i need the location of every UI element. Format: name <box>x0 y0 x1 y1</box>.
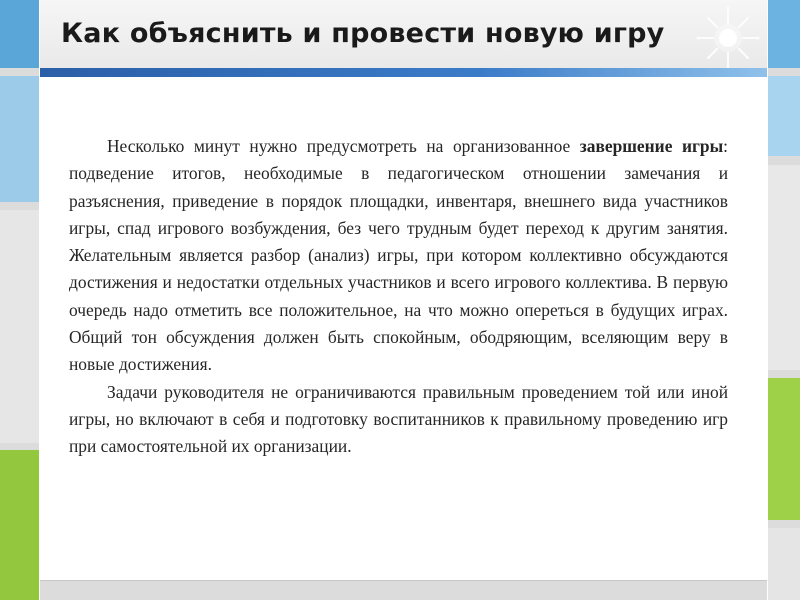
right-panel-blue <box>768 0 800 68</box>
left-panel-blue <box>0 0 39 68</box>
left-panel-green <box>0 450 39 600</box>
paragraph-1-bold: завершение игры <box>579 136 724 156</box>
body-text <box>69 133 728 461</box>
left-panel-light-blue <box>0 76 39 202</box>
right-panel-green <box>768 378 800 520</box>
sparkle-icon <box>696 6 760 70</box>
paragraph-1 <box>69 133 728 379</box>
right-panel-light-blue <box>768 76 800 156</box>
card-bottom-border <box>40 580 767 581</box>
header-accent-bar <box>40 68 767 77</box>
slide-title: Как объяснить и провести новую игру <box>61 18 665 49</box>
right-panel-grey-bottom <box>768 528 800 600</box>
paragraph-1-rest: : подведение итогов, необходимые в педагогическом отношении замечания и разъяснения, приведение в порядок площадки, инвентаря, внешнего вида участников игры, спад игрового возбуждения, без чего трудным будет переход к другим занятия. Желательным является разбор (анализ) игры, при котором коллективно обсуждаются достижения и недостатки отдельных участников и всего игрового коллектива. В первую очередь надо отметить все положительное, на что можно опереться в будущих играх. Общий тон обсуждения должен быть спокойным, ободряющим, вселяющим веру в новые достижения. <box>69 136 728 375</box>
left-panel-grey <box>0 210 39 443</box>
paragraph-1-lead: Несколько минут нужно предусмотреть на организованное <box>107 136 580 156</box>
right-panel-grey <box>768 165 800 370</box>
divider-line <box>767 0 768 600</box>
paragraph-2: Задачи руководителя не ограничиваются правильным проведением той или иной игры, но включают в себя и подготовку воспитанников к правильному проведению игр при самостоятельной их организации. <box>69 381 728 457</box>
